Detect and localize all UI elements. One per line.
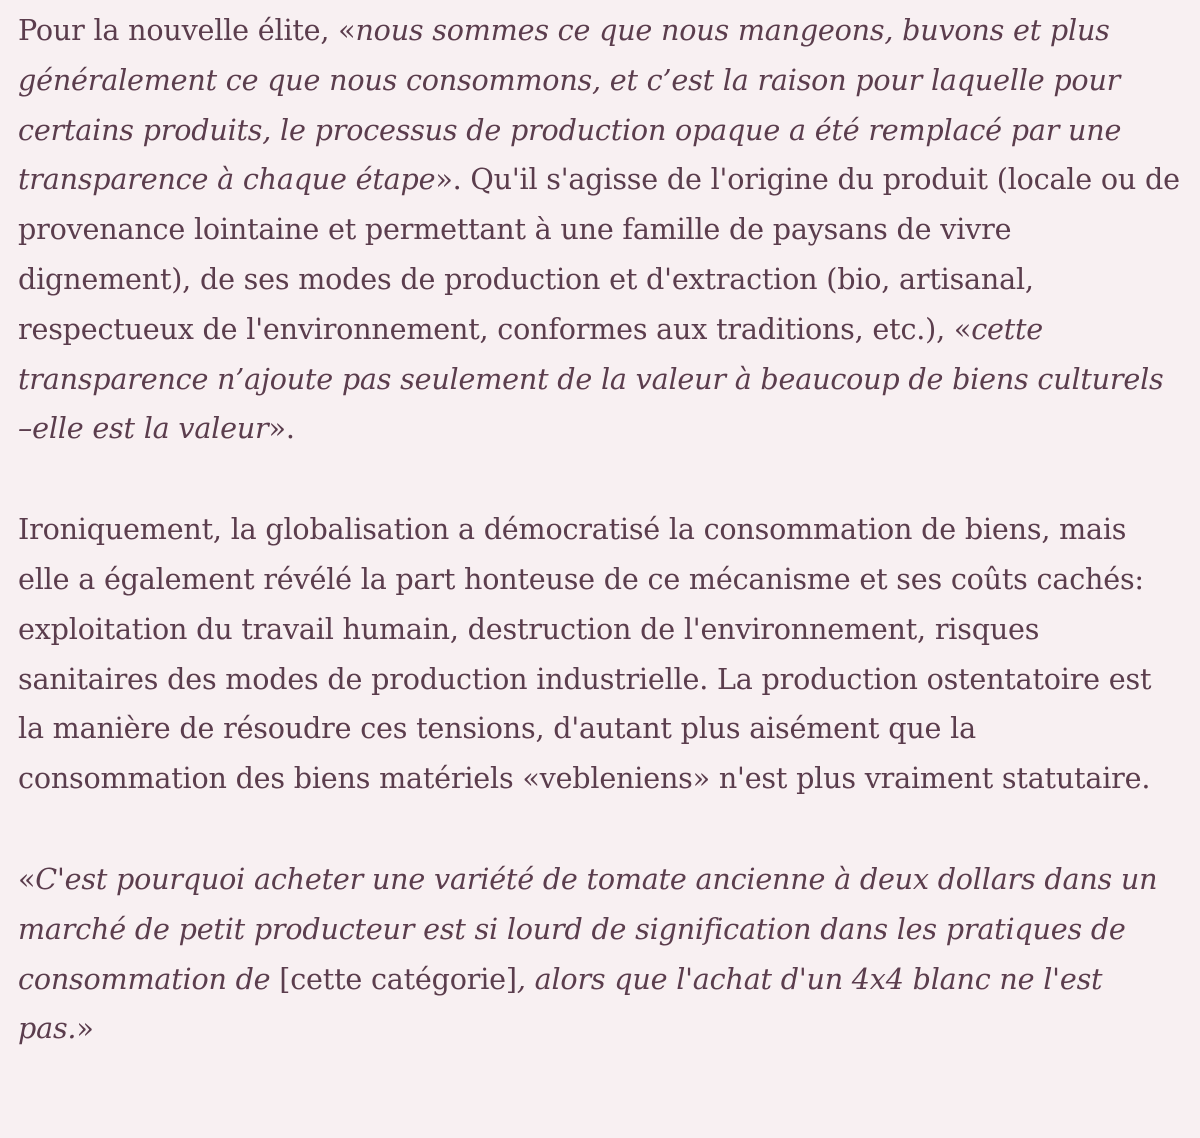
paragraph-text: « [18, 861, 36, 896]
quoted-text: C'est pourquoi acheter une variété de tomate ancienne à deux dollars dans un marché de petit producteur est si lourd de signification dans les pratiques de consommation de [18, 861, 1158, 996]
paragraph-globalisation [18, 505, 1182, 804]
paragraph-text: ». Qu'il s'agisse de l'origine du produit (locale ou de provenance lointaine et permettant à une famille de paysans de vivre dignement), de ses modes de production et d'extraction (bio, artisanal, respectueux de l'environnement, conformes aux traditions, etc.), « [18, 162, 1180, 346]
paragraph-new-elite [18, 6, 1182, 454]
paragraph-text: » [76, 1011, 94, 1046]
quoted-text: cette transparence n’ajoute pas seulement de la valeur à beaucoup de biens culturels –elle est la valeur [18, 311, 1164, 446]
paragraph-text: Ironiquement, la globalisation a démocratisé la consommation de biens, mais elle a également révélé la part honteuse de ce mécanisme et ses coûts cachés: exploitation du travail humain, destruction de l'environnement, risques sanitaires des modes de production industrielle. La production ostentatoire est la manière de résoudre ces tensions, d'autant plus aisément que la consommation des biens matériels «vebleniens» n'est plus vraiment statutaire. [18, 512, 1152, 796]
paragraph-tomato-quote [18, 855, 1182, 1054]
editorial-insertion: [cette catégorie] [279, 961, 517, 996]
quoted-text: nous sommes ce que nous mangeons, buvons et plus généralement ce que nous consommons, et c’est la raison pour laquelle pour certains produits, le processus de production opaque a été remplacé par une transparence à chaque étape [18, 13, 1122, 197]
paragraph-text: ». [268, 411, 295, 446]
quoted-text: , alors que l'achat d'un 4x4 blanc ne l'est pas. [18, 961, 1103, 1046]
paragraph-text: Pour la nouvelle élite, « [18, 13, 356, 47]
